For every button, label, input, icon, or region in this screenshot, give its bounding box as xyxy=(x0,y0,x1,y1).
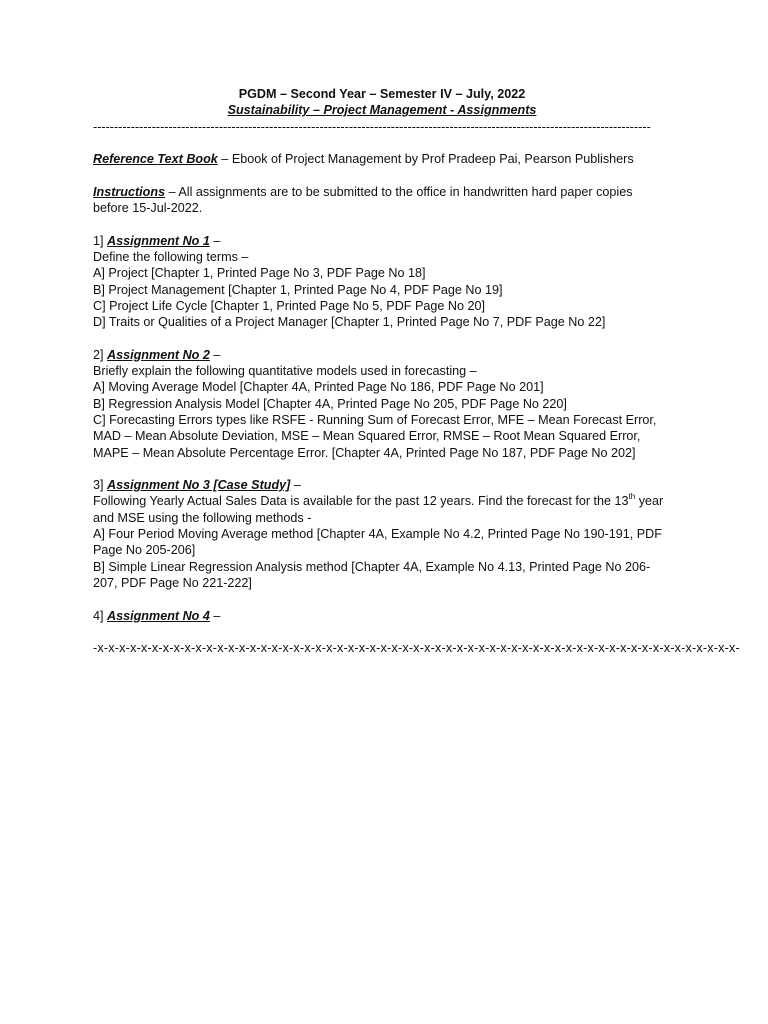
list-item: A] Project [Chapter 1, Printed Page No 3, PDF Page No 18] xyxy=(93,266,426,281)
assignment-4-title: Assignment No 4 xyxy=(107,608,210,623)
reference-label: Reference Text Book xyxy=(93,152,218,167)
assignment-2-title: Assignment No 2 xyxy=(107,347,210,362)
list-item: D] Traits or Qualities of a Project Manager [Chapter 1, Printed Page No 7, PDF Page No 22] xyxy=(93,315,606,330)
assignment-1-title: Assignment No 1 xyxy=(107,233,210,248)
instructions-text: – All assignments are to be submitted to the office in handwritten hard paper copies before 15-Jul-2022. xyxy=(93,184,633,216)
list-item: A] Moving Average Model [Chapter 4A, Printed Page No 186, PDF Page No 201] xyxy=(93,380,544,395)
document-title: PGDM – Second Year – Semester IV – July, 2022 xyxy=(238,87,526,101)
assignment-2-heading: 2] Assignment No 2 – xyxy=(93,347,221,362)
list-item: B] Regression Analysis Model [Chapter 4A, Printed Page No 205, PDF Page No 220] xyxy=(93,396,567,411)
list-item: C] Forecasting Errors types like RSFE - Running Sum of Forecast Error, MFE – Mean Forecast Error, MAD – Mean Absolute Deviation, MSE – Mean Squared Error, RMSE – Root Mean Squared Error, MAPE – Mean Absolute Percentage Error. [Chapter 4A, Printed Page No 187, PDF Page No 202] xyxy=(93,412,657,460)
assignment-3-heading: 3] Assignment No 3 [Case Study] – xyxy=(93,478,301,493)
assignment-1-intro: Define the following terms – xyxy=(93,249,249,264)
document-page xyxy=(93,86,740,656)
list-item: B] Project Management [Chapter 1, Printed Page No 4, PDF Page No 19] xyxy=(93,282,503,297)
assignment-4-heading: 4] Assignment No 4 – xyxy=(93,608,221,623)
reference-line xyxy=(93,151,671,167)
list-item: B] Simple Linear Regression Analysis method [Chapter 4A, Example No 4.13, Printed Page No 206-207, PDF Page No 221-222] xyxy=(93,559,651,590)
instructions-label: Instructions xyxy=(93,184,166,199)
document-subtitle: Sustainability – Project Management - Assignments xyxy=(227,103,537,118)
instructions-line xyxy=(93,184,671,217)
assignment-2-intro: Briefly explain the following quantitative models used in forecasting – xyxy=(93,364,477,379)
assignment-3-intro: Following Yearly Actual Sales Data is available for the past 12 years. Find the forecast for the 13th year and MSE using the following methods - xyxy=(93,492,664,525)
assignment-1-heading: 1] Assignment No 1 – xyxy=(93,233,221,248)
list-item: A] Four Period Moving Average method [Chapter 4A, Example No 4.2, Printed Page No 190-191, PDF Page No 205-206] xyxy=(93,527,662,558)
assignment-3-title: Assignment No 3 [Case Study] xyxy=(107,478,291,493)
end-marker: -x-x-x-x-x-x-x-x-x-x-x-x-x-x-x-x-x-x-x-x-x-x-x-x-x-x-x-x-x-x-x-x-x-x-x-x-x-x-x-x-x-x-x-x-x-x-x-x-x-x-x-x-x-x-x-x-x-x-x- xyxy=(93,640,740,655)
reference-text: – Ebook of Project Management by Prof Pradeep Pai, Pearson Publishers xyxy=(217,152,634,167)
header-divider: ------------------------------------------------------------------------------------------------------------------------------------- xyxy=(93,119,651,134)
list-item: C] Project Life Cycle [Chapter 1, Printed Page No 5, PDF Page No 20] xyxy=(93,298,485,313)
